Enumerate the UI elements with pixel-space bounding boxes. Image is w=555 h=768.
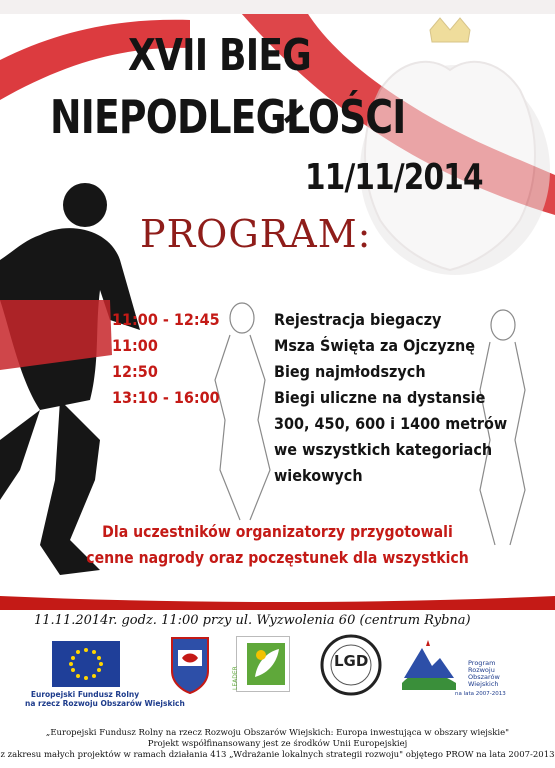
- leader-logo: [236, 636, 290, 692]
- footer-line1: „Europejski Fundusz Rolny na rzecz Rozwoju Obszarów Wiejskich: Europa inwestująca w obszary wiejskie": [45, 728, 510, 738]
- schedule-activity: Rejestracja biegaczy: [274, 310, 442, 329]
- prow-caption: [468, 660, 500, 688]
- coat-of-arms-logo: [170, 636, 210, 694]
- white-eagle-emblem: [360, 18, 550, 275]
- bottom-red-band: [0, 596, 555, 610]
- eu-caption-line1: Europejski Fundusz Rolny: [30, 690, 140, 699]
- prizes-line2: cenne nagrody oraz poczęstunek dla wszystkich: [86, 548, 469, 567]
- prow-caption-line: Rozwoju: [468, 666, 495, 674]
- prow-logo: [398, 638, 460, 693]
- schedule-time: 13:10 - 16:00: [112, 388, 220, 407]
- event-title-line1: XVII BIEG: [128, 30, 311, 81]
- schedule-activity: we wszystkich kategoriach: [274, 440, 493, 459]
- leader-leaf-icon: [237, 637, 289, 691]
- schedule-time: 11:00: [112, 336, 158, 355]
- schedule-activity: Bieg najmłodszych: [274, 362, 426, 381]
- eu-flag-logo: [52, 641, 120, 687]
- footer-line2: Projekt współfinansowany jest ze środków Unii Europejskiej: [147, 739, 408, 749]
- footer-line3: z zakresu małych projektów w ramach działania 413 „Wdrażanie lokalnych strategii rozwoju" objętego PROW na lata 2007-2013: [0, 750, 555, 760]
- prizes-line1: Dla uczestników organizatorzy przygotowali: [102, 522, 453, 541]
- event-date: 11/11/2014: [305, 157, 483, 198]
- schedule-time: 12:50: [112, 362, 158, 381]
- prow-caption-line: Program: [468, 659, 496, 667]
- prow-period: na lata 2007-2013: [455, 691, 506, 697]
- schedule-activity: 300, 450, 600 i 1400 metrów: [274, 414, 508, 433]
- prow-caption-line: Wiejskich: [468, 680, 499, 688]
- venue-text: 11.11.2014r. godz. 11:00 przy ul. Wyzwolenia 60 (centrum Rybna): [34, 613, 471, 628]
- schedule-activity: Msza Święta za Ojczyznę: [274, 336, 475, 355]
- program-heading: PROGRAM:: [140, 212, 372, 256]
- schedule-activity: wiekowych: [274, 466, 363, 485]
- schedule-activity: Biegi uliczne na dystansie: [274, 388, 486, 407]
- schedule-time: 11:00 - 12:45: [112, 310, 220, 329]
- eu-stars-icon: [52, 641, 120, 687]
- lgd-label: LGD: [334, 652, 369, 670]
- eu-caption-line2: na rzecz Rozwoju Obszarów Wiejskich: [25, 699, 185, 708]
- prow-caption-line: Obszarów: [468, 673, 500, 681]
- leader-label: LEADER: [232, 666, 239, 690]
- event-title-line2: NIEPODLEGŁOŚCI: [50, 90, 406, 144]
